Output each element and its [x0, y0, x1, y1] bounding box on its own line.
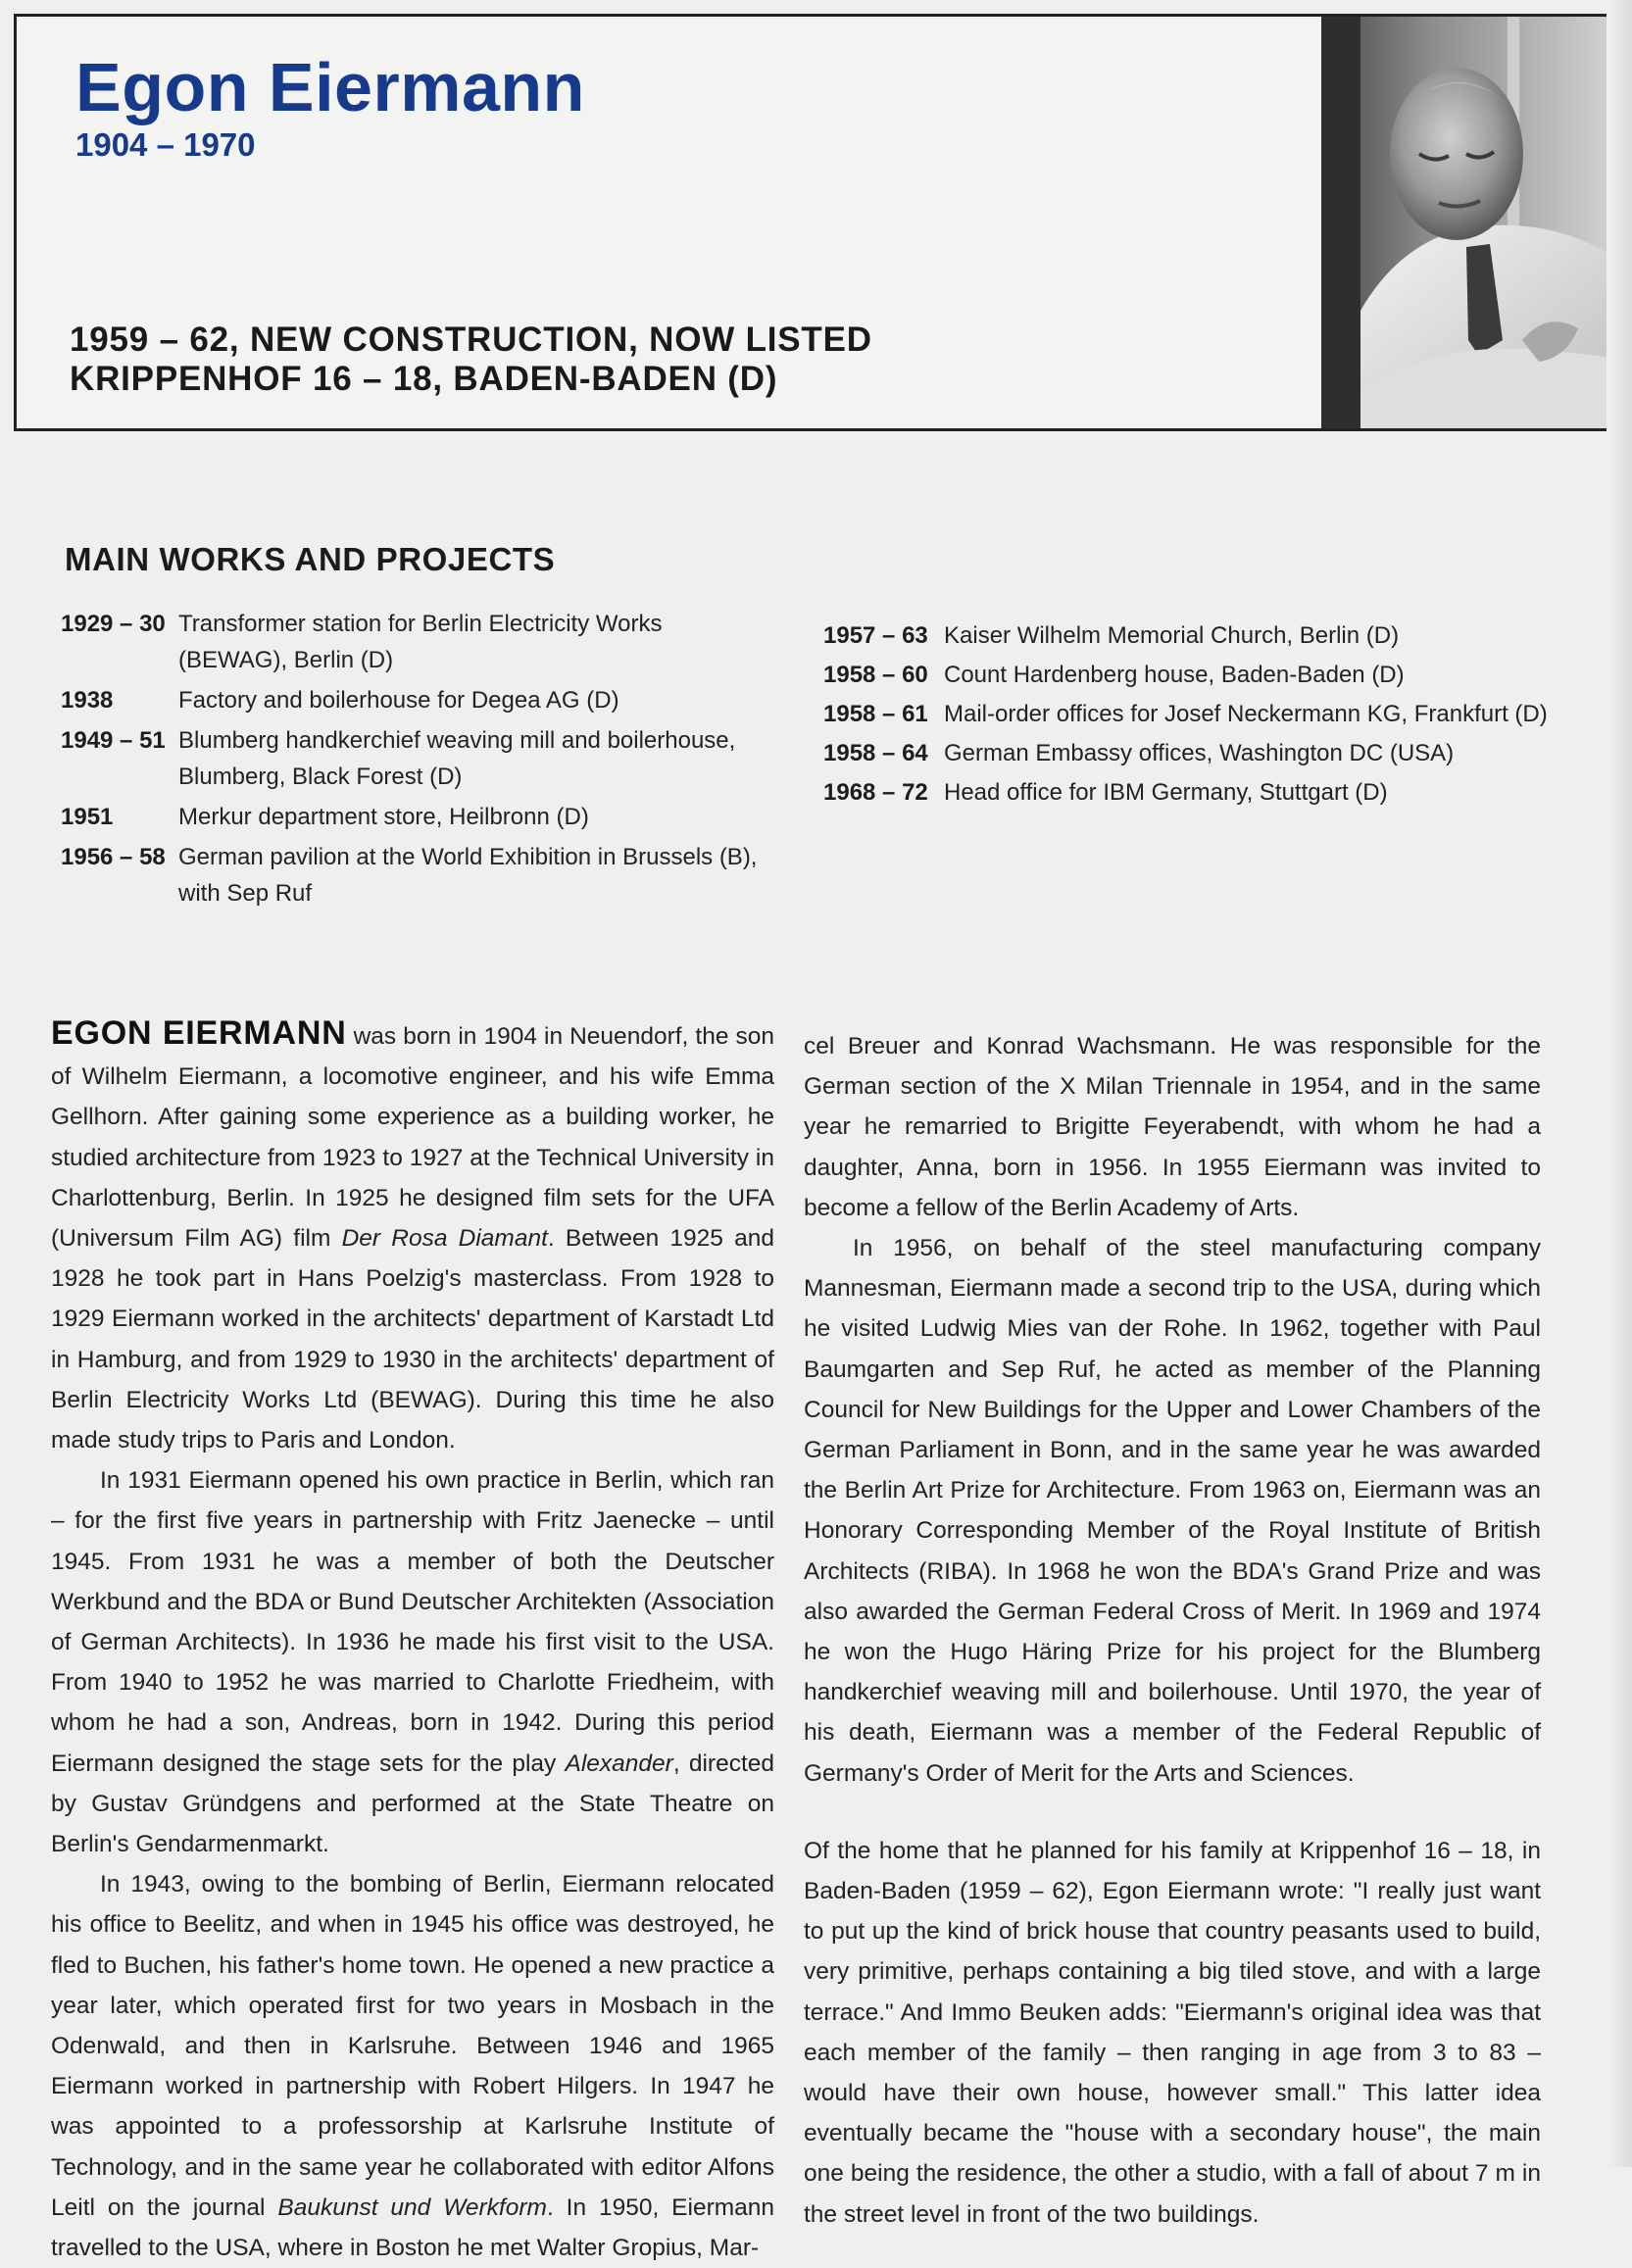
architect-life-dates: 1904 – 1970 [75, 126, 256, 163]
bio-text: In 1931 Eiermann opened his own practice in Berlin, which ran – for the first five years in partnership with Fritz Jaenecke – until 1945. From 1931 he was a member of both the Deutscher Werkbund and the BDA or Bund Deutscher Architekten (Association of German Architects). In 1936 he made his first visit to the USA. From 1940 to 1952 he was married to Charlotte Friedheim, with whom he had a son, Andreas, born in 1942. During this period Eiermann designed the stage sets for the play [51, 1467, 774, 1777]
work-item [823, 657, 1558, 693]
work-description: Head office for IBM Germany, Stuttgart (D) [944, 779, 1388, 806]
work-description: Mail-order offices for Josef Neckermann KG, Frankfurt (D) [944, 701, 1548, 727]
work-item [823, 696, 1558, 732]
works-list-right [823, 617, 1558, 814]
work-year: 1938 [61, 687, 114, 714]
work-item [61, 839, 767, 912]
work-description: Kaiser Wilhelm Memorial Church, Berlin (D) [944, 622, 1400, 649]
main-works-heading: MAIN WORKS AND PROJECTS [65, 541, 556, 577]
architect-portrait-photo [1321, 17, 1632, 428]
bio-text: was born in 1904 in Neuendorf, the son of Wilhelm Eiermann, a locomotive engineer, and his wife Emma Gellhorn. After gaining some experience as a building worker, he studied architecture from 1923 to 1927 at the Technical University in Charlottenburg, Berlin. In 1925 he designed film sets for the UFA (Universum Film AG) film [51, 1023, 775, 1253]
bio-lead-name: EGON EIERMANN [51, 1014, 347, 1052]
work-description: Merkur department store, Heilbronn (D) [178, 804, 589, 830]
bio-paragraph-2 [51, 1460, 774, 1864]
work-year: 1957 – 63 [823, 622, 928, 649]
works-list-left [61, 606, 767, 915]
work-item [61, 799, 767, 835]
work-description: Transformer station for Berlin Electricity Works (BEWAG), Berlin (D) [178, 611, 663, 673]
page-edge-shadow [1607, 0, 1632, 2167]
bio-text: , directed by Gustav Gründgens and performed at the State Theatre on Berlin's Gendarmenmarkt. [51, 1750, 775, 1858]
work-description: Count Hardenberg house, Baden-Baden (D) [944, 662, 1405, 688]
work-item [823, 735, 1558, 771]
bio-paragraph-3 [51, 1864, 774, 2268]
play-title: Alexander [565, 1750, 673, 1777]
biography-column-right [804, 1026, 1541, 2235]
bio-text: In 1943, owing to the bombing of Berlin, Eiermann relocated his office to Beelitz, and when in 1945 his office was destroyed, he fled to Buchen, his father's home town. He opened a new practice a year later, which operated first for two years in Mosbach in the Odenwald, and then in Karlsruhe. Between 1946 and 1965 Eiermann worked in partnership with Robert Hilgers. In 1947 he was appointed to a professorship at Karlsruhe Institute of Technology, and in the same year he collaborated with editor Alfons Leitl on the journal [51, 1871, 774, 2221]
work-year: 1958 – 61 [823, 701, 928, 727]
film-title: Der Rosa Diamant [341, 1225, 548, 1253]
bio-text: . In 1950, Eiermann travelled to the USA, where in Boston he met Walter Gropius, Mar- [51, 2194, 775, 2262]
work-year: 1956 – 58 [61, 844, 166, 870]
work-item [61, 606, 767, 678]
work-item [823, 774, 1558, 811]
project-date-line: 1959 – 62, NEW CONSTRUCTION, NOW LISTED [70, 320, 872, 359]
work-description: Blumberg handkerchief weaving mill and boilerhouse, Blumberg, Black Forest (D) [178, 727, 736, 790]
work-item [61, 722, 767, 795]
work-year: 1949 – 51 [61, 727, 166, 754]
work-year: 1968 – 72 [823, 779, 928, 806]
work-year: 1951 [61, 804, 114, 830]
work-description: Factory and boilerhouse for Degea AG (D) [178, 687, 619, 714]
biography-column-left [51, 1013, 774, 2268]
bio-paragraph-5: In 1956, on behalf of the steel manufacturing company Mannesman, Eiermann made a second trip to the USA, during which he visited Ludwig Mies van der Rohe. In 1962, together with Paul Baumgarten and Sep Ruf, he acted as member of the Planning Council for New Buildings for the Upper and Lower Chambers of the German Parliament in Bonn, and in the same year he was awarded the Berlin Art Prize for Architecture. From 1963 on, Eiermann was an Honorary Corresponding Member of the Royal Institute of British Architects (RIBA). In 1968 he won the BDA's Grand Prize and was also awarded the German Federal Cross of Merit. In 1969 and 1974 he won the Hugo Häring Prize for his project for the Blumberg handkerchief weaving mill and boilerhouse. Until 1970, the year of his death, Eiermann was a member of the Federal Republic of Germany's Order of Merit for the Arts and Sciences. [804, 1235, 1541, 1787]
work-item [823, 617, 1558, 654]
bio-paragraph-1 [51, 1013, 774, 1460]
project-address-line: KRIPPENHOF 16 – 18, BADEN-BADEN (D) [70, 360, 778, 398]
bio-paragraph-4: cel Breuer and Konrad Wachsmann. He was responsible for the German section of the X Milan Triennale in 1954, and in the same year he remarried to Brigitte Feyerabendt, with whom he had a daughter, Anna, born in 1956. In 1955 Eiermann was invited to become a fellow of the Berlin Academy of Arts. [804, 1033, 1541, 1221]
journal-title: Baukunst und Werkform [277, 2194, 547, 2221]
work-item [61, 682, 767, 718]
bio-text: . Between 1925 and 1928 he took part in Hans Poelzig's masterclass. From 1928 to 1929 Eiermann worked in the architects' department of Karstadt Ltd in Hamburg, and from 1929 to 1930 in the architects' department of Berlin Electricity Works Ltd (BEWAG). During this time he also made study trips to Paris and London. [51, 1225, 775, 1454]
work-year: 1958 – 64 [823, 740, 928, 766]
work-year: 1958 – 60 [823, 662, 928, 688]
house-description-paragraph: Of the home that he planned for his family at Krippenhof 16 – 18, in Baden-Baden (1959 – 62), Egon Eiermann wrote: "I really just want to put up the kind of brick house that country peasants used to build, very primitive, perhaps containing a big tiled stove, and with a large terrace." And Immo Beuken adds: "Eiermann's original idea was that each member of the family – then ranging in age from 3 to 83 – would have their own house, however small." This latter idea eventually became the "house with a secondary house", the main one being the residence, the other a studio, with a fall of about 7 m in the street level in front of the two buildings. [804, 1837, 1541, 2228]
work-description: German Embassy offices, Washington DC (USA) [944, 740, 1455, 766]
portrait-illustration [1321, 17, 1632, 428]
work-year: 1929 – 30 [61, 611, 166, 637]
work-description: German pavilion at the World Exhibition in Brussels (B), with Sep Ruf [178, 844, 758, 907]
architect-name: Egon Eiermann [75, 49, 585, 125]
